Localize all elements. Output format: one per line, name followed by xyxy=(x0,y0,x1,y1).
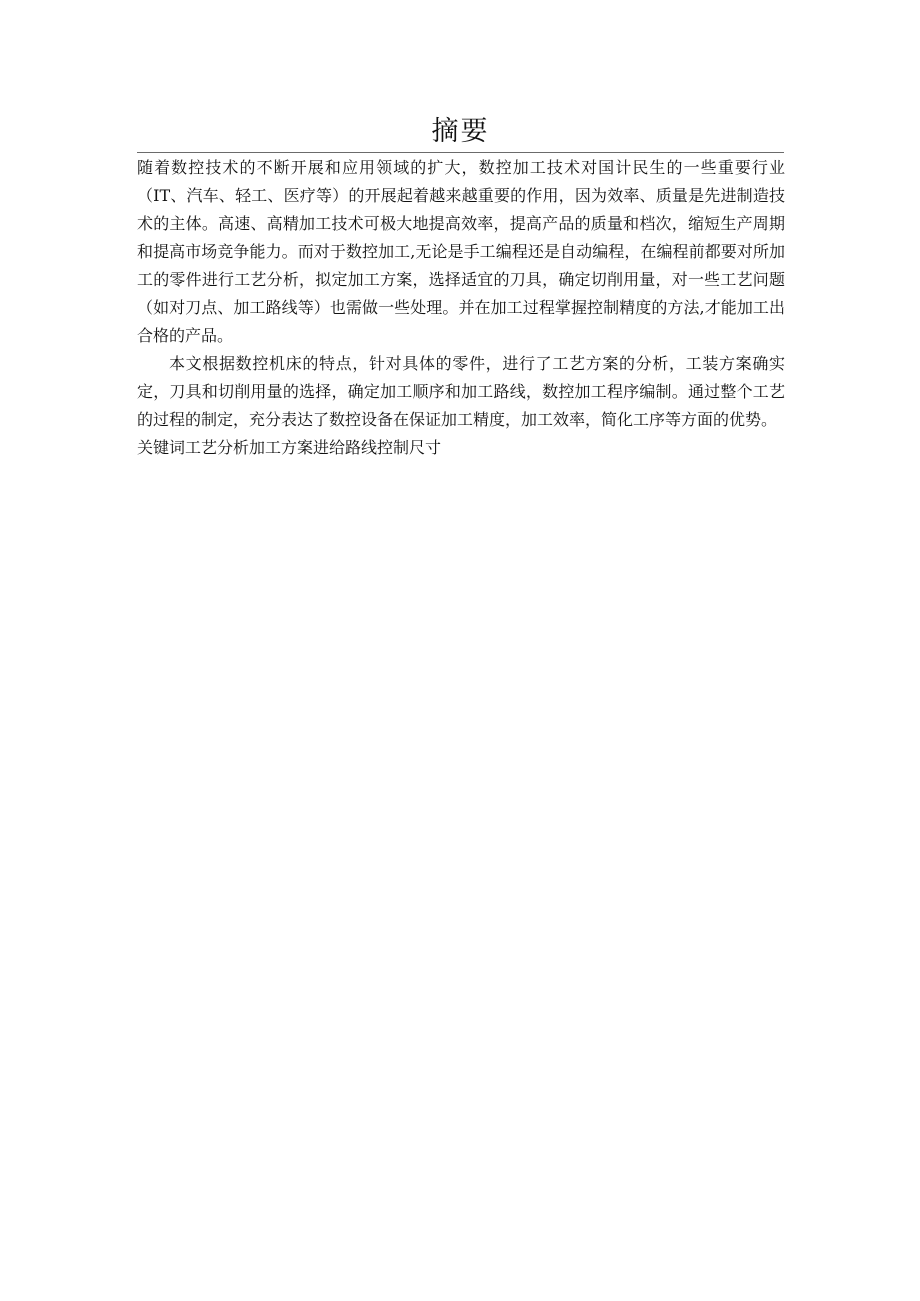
page-title: 摘要 xyxy=(431,116,490,147)
title-rule xyxy=(137,112,784,153)
abstract-paragraph-2: 本文根据数控机床的特点，针对具体的零件，进行了工艺方案的分析，工装方案确实定，刀具和切削用量的选择，确定加工顺序和加工路线，数控加工程序编制。通过整个工艺的过程的制定，充分表达了数控设备在保证加工精度，加工效率，简化工序等方面的优势。 xyxy=(137,354,785,429)
abstract-body xyxy=(137,154,785,462)
abstract-paragraph-1: 随着数控技术的不断开展和应用领域的扩大，数控加工技术对国计民生的一些重要行业（IT、汽车、轻工、医疗等）的开展起着越来越重要的作用，因为效率、质量是先进制造技术的主体。高速、高精加工技术可极大地提高效率，提高产品的质量和档次，缩短生产周期和提高市场竞争能力。而对于数控加工,无论是手工编程还是自动编程，在编程前都要对所加工的零件进行工艺分析，拟定加工方案，选择适宜的刀具，确定切削用量，对一些工艺问题（如对刀点、加工路线等）也需做一些处理。并在加工过程掌握控制精度的方法,才能加工出合格的产品。 xyxy=(137,158,785,345)
keywords-line: 关键词工艺分析加工方案进给路线控制尺寸 xyxy=(137,438,442,457)
